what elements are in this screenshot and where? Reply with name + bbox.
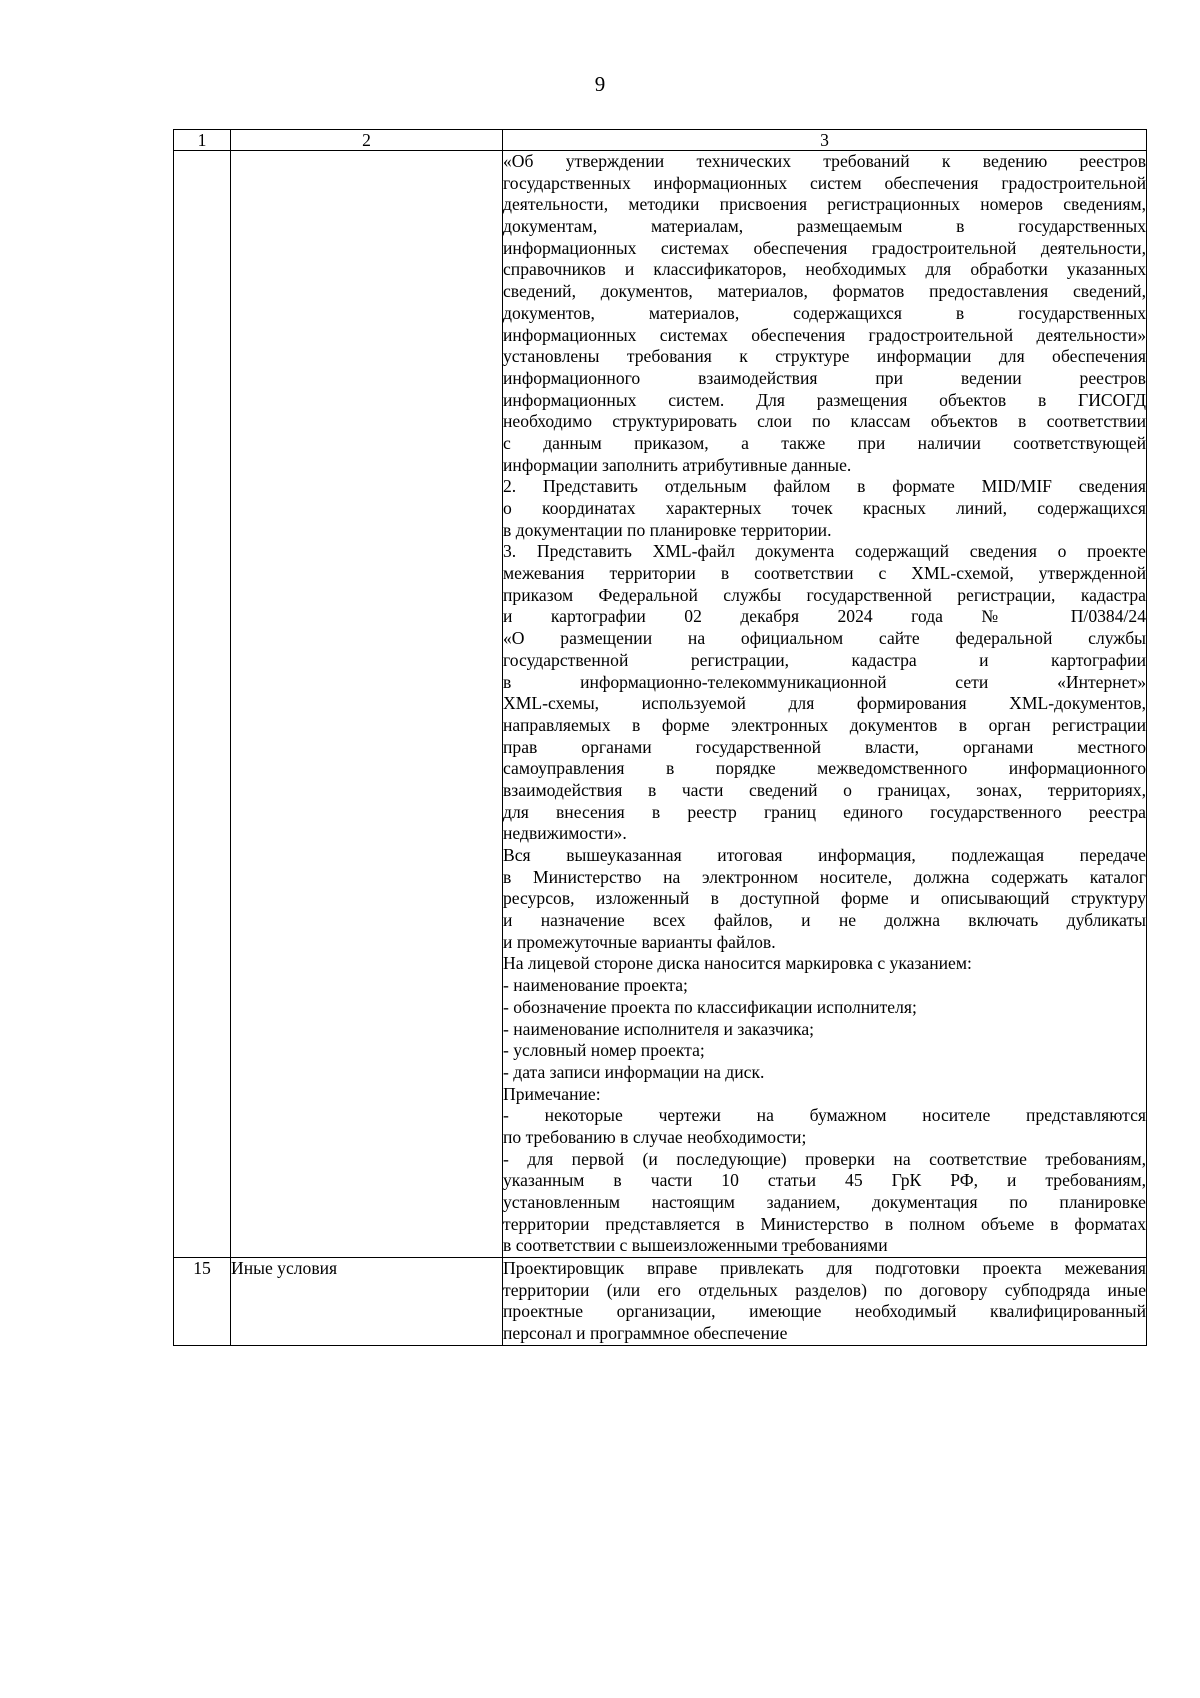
text-line: информационных системах обеспечения градостроительной деятельности, xyxy=(503,237,1146,258)
text-line: указанным в части 10 статьи 45 ГрК РФ, и требованиям, xyxy=(503,1170,1146,1191)
text-line: сведений, документов, материалов, форматов предоставления сведений, xyxy=(503,281,1146,302)
table-row-continued xyxy=(174,151,1147,1258)
text-line: проектные организации, имеющие необходимый квалифицированный xyxy=(503,1301,1146,1322)
text-line: Примечание: xyxy=(503,1083,601,1104)
row-number-cell xyxy=(174,151,231,1258)
text-line: и промежуточные варианты файлов. xyxy=(503,931,776,952)
text-line: государственной регистрации, кадастра и картографии xyxy=(503,649,1146,670)
text-line: информационного взаимодействия при ведении реестров xyxy=(503,367,1146,388)
text-line: недвижимости». xyxy=(503,823,627,844)
text-line: - некоторые чертежи на бумажном носителе представляются xyxy=(503,1105,1146,1126)
text-line: самоуправления в порядке межведомственного информационного xyxy=(503,758,1146,779)
text-line: - для первой (и последующие) проверки на соответствие требованиям, xyxy=(503,1148,1146,1169)
text-line: документам, материалам, размещаемым в государственных xyxy=(503,216,1146,237)
text-line: взаимодействия в части сведений о границах, зонах, территориях, xyxy=(503,779,1146,800)
text-line: межевания территории в соответствии с XML-схемой, утвержденной xyxy=(503,563,1146,584)
text-line: Проектировщик вправе привлекать для подготовки проекта межевания xyxy=(503,1258,1146,1279)
row15-text-lines xyxy=(503,1258,1146,1345)
text-line: XML-схемы, используемой для формирования XML-документов, xyxy=(503,693,1146,714)
text-line: прав органами государственной власти, органами местного xyxy=(503,736,1146,757)
text-line: персонал и программное обеспечение xyxy=(503,1323,788,1344)
column-header-3: 3 xyxy=(503,130,1147,151)
text-line: необходимо структурировать слои по классам объектов в соответствии xyxy=(503,411,1146,432)
text-line: по требованию в случае необходимости; xyxy=(503,1126,807,1147)
row-number-cell: 15 xyxy=(174,1258,231,1346)
text-line: о координатах характерных точек красных линий, содержащихся xyxy=(503,498,1146,518)
text-line: для внесения в реестр границ единого государственного реестра xyxy=(503,801,1146,822)
text-line: установлены требования к структуре информации для обеспечения xyxy=(503,346,1146,367)
text-line: - наименование исполнителя и заказчика; xyxy=(503,1018,815,1039)
text-line: информационных систем. Для размещения объектов в ГИСОГД xyxy=(503,389,1146,410)
text-line: «О размещении на официальном сайте федеральной службы xyxy=(503,628,1146,649)
text-line: справочников и классификаторов, необходимых для обработки указанных xyxy=(503,259,1146,280)
text-line: документов, материалов, содержащихся в государственных xyxy=(503,302,1146,323)
table-row-15 xyxy=(174,1258,1147,1346)
text-line: - условный номер проекта; xyxy=(503,1040,705,1061)
text-line: приказом Федеральной службы государственной регистрации, кадастра xyxy=(503,584,1146,605)
row-label-cell: Иные условия xyxy=(231,1258,503,1346)
text-line: в соответствии с вышеизложенными требованиями xyxy=(503,1235,888,1256)
text-line: ресурсов, изложенный в доступной форме и описывающий структуру xyxy=(503,888,1146,909)
text-line: На лицевой стороне диска наносится маркировка с указанием: xyxy=(503,953,972,974)
text-line: направляемых в форме электронных документов в орган регистрации xyxy=(503,714,1146,735)
row-text-cell xyxy=(503,151,1147,1258)
page-number: 9 xyxy=(594,72,606,96)
text-line: - дата записи информации на диск. xyxy=(503,1061,765,1082)
text-line: информации заполнить атрибутивные данные. xyxy=(503,454,852,475)
text-line: в информационно-телекоммуникационной сети «Интернет» xyxy=(503,671,1146,692)
text-line: и картографии 02 декабря 2024 года № П/0384/24 xyxy=(503,606,1146,627)
text-line: и назначение всех файлов, и не должна включать дубликаты xyxy=(503,910,1146,931)
text-line: - обозначение проекта по классификации исполнителя; xyxy=(503,996,917,1017)
text-line: 2. Представить отдельным файлом в формате MID/MIF сведения xyxy=(503,476,1146,497)
requirements-table xyxy=(173,129,1147,1346)
row-label-cell xyxy=(231,151,503,1258)
text-line: деятельности, методики присвоения регистрационных номеров сведениям, xyxy=(503,194,1146,215)
text-line: с данным приказом, а также при наличии соответствующей xyxy=(503,432,1146,453)
text-line: «Об утверждении технических требований к ведению реестров xyxy=(503,151,1146,171)
table-header-row xyxy=(174,130,1147,151)
text-line: территории представляется в Министерство в полном объеме в форматах xyxy=(503,1213,1146,1234)
text-line: территории (или его отдельных разделов) по договору субподряда иные xyxy=(503,1279,1146,1300)
text-line: - наименование проекта; xyxy=(503,975,688,996)
column-header-1: 1 xyxy=(174,130,231,151)
text-line: государственных информационных систем обеспечения градостроительной xyxy=(503,172,1146,193)
text-line: в документации по планировке территории. xyxy=(503,519,832,540)
text-line: информационных системах обеспечения градостроительной деятельности» xyxy=(503,324,1146,345)
column-header-2: 2 xyxy=(231,130,503,151)
text-line: 3. Представить XML-файл документа содержащий сведения о проекте xyxy=(503,541,1146,562)
row-text-cell xyxy=(503,1258,1147,1346)
text-line: Вся вышеуказанная итоговая информация, подлежащая передаче xyxy=(503,845,1146,865)
text-line: установленным настоящим заданием, документация по планировке xyxy=(503,1192,1146,1212)
continued-text-lines xyxy=(503,151,1146,1257)
text-line: в Министерство на электронном носителе, должна содержать каталог xyxy=(503,866,1146,887)
